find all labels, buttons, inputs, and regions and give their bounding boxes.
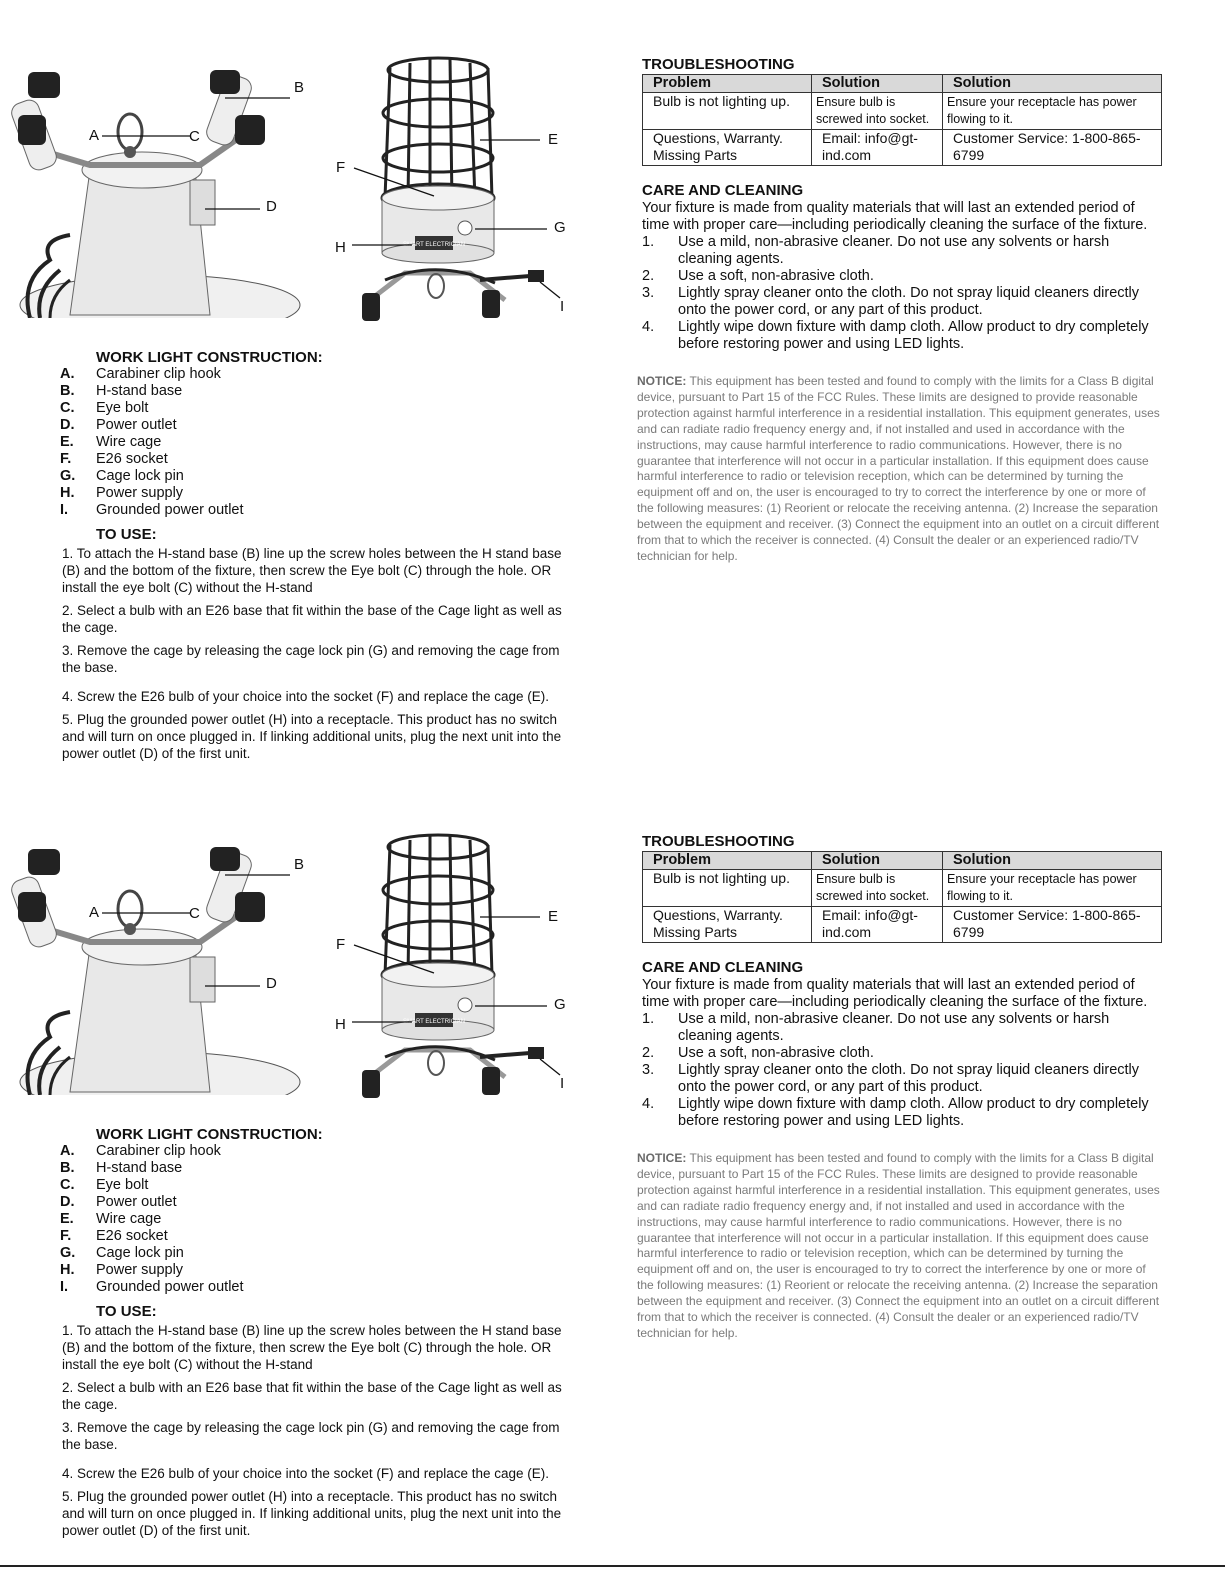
callout-line-b [225,873,290,877]
callout-c: C [189,128,200,145]
step-4: 4. Screw the E26 bulb of your choice into the socket (F) and replace the cage (E). [62,1466,550,1481]
table-cell: Ensure your receptacle has power flowing to it. [943,870,1162,907]
callout-line-h [352,1020,412,1024]
list-item: D. Power outlet [60,417,177,433]
bottom-divider [0,1565,1225,1567]
list-item: 3. Lightly spray cleaner onto the cloth. Do not spray liquid cleaners directly onto the power cord, or any part of this product. [642,1062,1140,1095]
parts-list [60,366,360,519]
callout-line-a-c [100,127,195,149]
table-header-row [643,75,1162,93]
callout-f: F [336,936,346,953]
step-4: 4. Screw the E26 bulb of your choice into the socket (F) and replace the cage (E). [62,689,550,704]
care-list [642,234,1164,353]
callout-a: A [89,127,100,144]
column-header: Solution [943,852,1162,870]
list-item: A. Carabiner clip hook [60,366,221,382]
list-item: 2. Use a soft, non-abrasive cloth. [642,1045,874,1061]
list-item: 2. Use a soft, non-abrasive cloth. [642,268,874,284]
table-cell: Questions, Warranty. Missing Parts [643,907,812,943]
list-item: F. E26 socket [60,451,168,467]
callout-line-f [352,166,437,198]
parts-list [60,1143,360,1296]
list-item: C. Eye bolt [60,400,149,416]
notice-text: This equipment has been tested and found to comply with the limits for a Class B digital device, pursuant to Part 15 of the FCC Rules. These limits are designed to provide reasonable protection against harmful interference in a residential installation. This equipment generates, uses and can radiate radio frequency energy and, if not installed and used in accordance with the instructions, may cause harmful interference to radio communications. However, there is no guarantee that interference will not occur in a particular installation. If this equipment does cause harmful interference to radio or television reception, which can be determined by turning the equipment off and on, the user is encouraged to try to correct the interference by one or more of the following measures: (1) Reorient or relocate the receiving antenna. (2) Increase the separation between the equipment and receiver. (3) Connect the equipment into an outlet on a circuit different from that to which the receiver is connected. (4) Consult the dealer or an experienced radio/TV technician for help. [637,374,1160,563]
callout-d: D [266,975,277,992]
table-cell: Questions, Warranty. Missing Parts [643,130,812,166]
column-header: Problem [643,852,812,870]
list-item: I. Grounded power outlet [60,1279,244,1295]
callout-line-e [480,915,540,919]
callout-h: H [335,1016,346,1033]
list-item: B. H-stand base [60,383,183,399]
to-use-steps [62,1322,572,1545]
callout-line-i [538,1057,562,1077]
table-cell: Bulb is not lighting up. [643,870,812,907]
callout-g: G [554,996,566,1013]
callout-line-h [352,243,412,247]
table-cell: Email: info@gt-ind.com [812,130,943,166]
list-item: A. Carabiner clip hook [60,1143,221,1159]
fcc-notice [637,374,1163,565]
table-header-row [643,852,1162,870]
troubleshooting-table [642,851,1162,943]
table-row [643,130,1162,166]
list-item: H. Power supply [60,485,184,501]
table-cell: Ensure bulb is screwed into socket. [812,93,943,130]
callout-i: I [560,1075,565,1092]
column-header: Solution [812,852,943,870]
list-item: E. Wire cage [60,1211,162,1227]
step-3: 3. Remove the cage by releasing the cage lock pin (G) and removing the cage from the base. [62,643,560,675]
step-2: 2. Select a bulb with an E26 base that fit within the base of the Cage light as well as the cage. [62,1380,562,1412]
instruction-sheet-bottom [0,777,1225,1555]
table-cell: Email: info@gt-ind.com [812,907,943,943]
list-item: 1. Use a mild, non-abrasive cleaner. Do not use any solvents or harsh cleaning agents. [642,1011,1110,1044]
instruction-sheet-top [0,0,1225,778]
list-item: 3. Lightly spray cleaner onto the cloth. Do not spray liquid cleaners directly onto the power cord, or any part of this product. [642,285,1140,318]
step-3: 3. Remove the cage by releasing the cage lock pin (G) and removing the cage from the base. [62,1420,560,1452]
step-2: 2. Select a bulb with an E26 base that fit within the base of the Cage light as well as the cage. [62,603,562,635]
fcc-notice [637,1151,1163,1342]
callout-a: A [89,904,100,921]
callout-e: E [548,908,559,925]
callout-i: I [560,298,565,315]
care-list [642,1011,1164,1130]
callout-e: E [548,131,559,148]
list-item: H. Power supply [60,1262,184,1278]
callout-g: G [554,219,566,236]
callout-line-d [205,984,260,988]
list-item: C. Eye bolt [60,1177,149,1193]
list-item: G. Cage lock pin [60,1245,184,1261]
smart-logo: SMART ELECTRICIAN [402,1019,466,1025]
callout-line-e [480,138,540,142]
callout-f: F [336,159,346,176]
callout-d: D [266,198,277,215]
step-1: 1. To attach the H-stand base (B) line up the screw holes between the H stand base (B) and the bottom of the fixture, then screw the Eye bolt (C) through the hole. OR install the eye bolt (C) without the H-stand [62,1323,562,1372]
care-title: CARE AND CLEANING [642,182,804,199]
column-header: Problem [643,75,812,93]
callout-h: H [335,239,346,256]
table-row [643,870,1162,907]
table-cell: Ensure your receptacle has power flowing to it. [943,93,1162,130]
construction-title: WORK LIGHT CONSTRUCTION: [96,1126,323,1143]
table-row [643,907,1162,943]
to-use-title: TO USE: [96,526,157,543]
list-item: 1. Use a mild, non-abrasive cleaner. Do not use any solvents or harsh cleaning agents. [642,234,1110,267]
construction-title: WORK LIGHT CONSTRUCTION: [96,349,323,366]
callout-line-d [205,207,260,211]
notice-label: NOTICE: [637,1151,687,1165]
callout-line-g [475,1004,547,1008]
step-1: 1. To attach the H-stand base (B) line up the screw holes between the H stand base (B) and the bottom of the fixture, then screw the Eye bolt (C) through the hole. OR install the eye bolt (C) without the H-stand [62,546,562,595]
callout-line-g [475,227,547,231]
smart-logo: SMART ELECTRICIAN [402,242,466,248]
notice-text: This equipment has been tested and found to comply with the limits for a Class B digital device, pursuant to Part 15 of the FCC Rules. These limits are designed to provide reasonable protection against harmful interference in a residential installation. This equipment generates, uses and can radiate radio frequency energy and, if not installed and used in accordance with the instructions, may cause harmful interference to radio communications. However, there is no guarantee that interference will not occur in a particular installation. If this equipment does cause harmful interference to radio or television reception, which can be determined by turning the equipment off and on, the user is encouraged to try to correct the interference by one or more of the following measures: (1) Reorient or relocate the receiving antenna. (2) Increase the separation between the equipment and receiver. (3) Connect the equipment into an outlet on a circuit different from that to which the receiver is connected. (4) Consult the dealer or an experienced radio/TV technician for help. [637,1151,1160,1340]
column-header: Solution [943,75,1162,93]
care-intro: Your fixture is made from quality materials that will last an extended period of time with proper care—including periodically cleaning the surface of the fixture. [642,200,1148,233]
list-item: E. Wire cage [60,434,162,450]
troubleshooting-title: TROUBLESHOOTING [642,56,795,73]
troubleshooting-title: TROUBLESHOOTING [642,833,795,850]
notice-label: NOTICE: [637,374,687,388]
callout-b: B [294,79,305,96]
callout-line-a-c [100,904,195,926]
table-cell: Bulb is not lighting up. [643,93,812,130]
table-cell: Customer Service: 1-800-865-6799 [943,907,1162,943]
troubleshooting-table [642,74,1162,166]
list-item: I. Grounded power outlet [60,502,244,518]
callout-c: C [189,905,200,922]
list-item: B. H-stand base [60,1160,183,1176]
list-item: F. E26 socket [60,1228,168,1244]
list-item: 4. Lightly wipe down fixture with damp cloth. Allow product to dry completely before restoring power and using LED lights. [642,319,1149,352]
care-intro: Your fixture is made from quality materials that will last an extended period of time with proper care—including periodically cleaning the surface of the fixture. [642,977,1148,1010]
column-header: Solution [812,75,943,93]
callout-b: B [294,856,305,873]
callout-line-b [225,96,290,100]
table-row [643,93,1162,130]
callout-line-i [538,280,562,300]
table-cell: Customer Service: 1-800-865-6799 [943,130,1162,166]
table-cell: Ensure bulb is screwed into socket. [812,870,943,907]
to-use-title: TO USE: [96,1303,157,1320]
step-5: 5. Plug the grounded power outlet (H) into a receptacle. This product has no switch and will turn on once plugged in. If linking additional units, plug the next unit into the power outlet (D) of the first unit. [62,1489,562,1538]
list-item: D. Power outlet [60,1194,177,1210]
care-title: CARE AND CLEANING [642,959,804,976]
list-item: G. Cage lock pin [60,468,184,484]
step-5: 5. Plug the grounded power outlet (H) into a receptacle. This product has no switch and will turn on once plugged in. If linking additional units, plug the next unit into the power outlet (D) of the first unit. [62,712,562,761]
callout-line-f [352,943,437,975]
to-use-steps [62,545,572,768]
list-item: 4. Lightly wipe down fixture with damp cloth. Allow product to dry completely before restoring power and using LED lights. [642,1096,1149,1129]
